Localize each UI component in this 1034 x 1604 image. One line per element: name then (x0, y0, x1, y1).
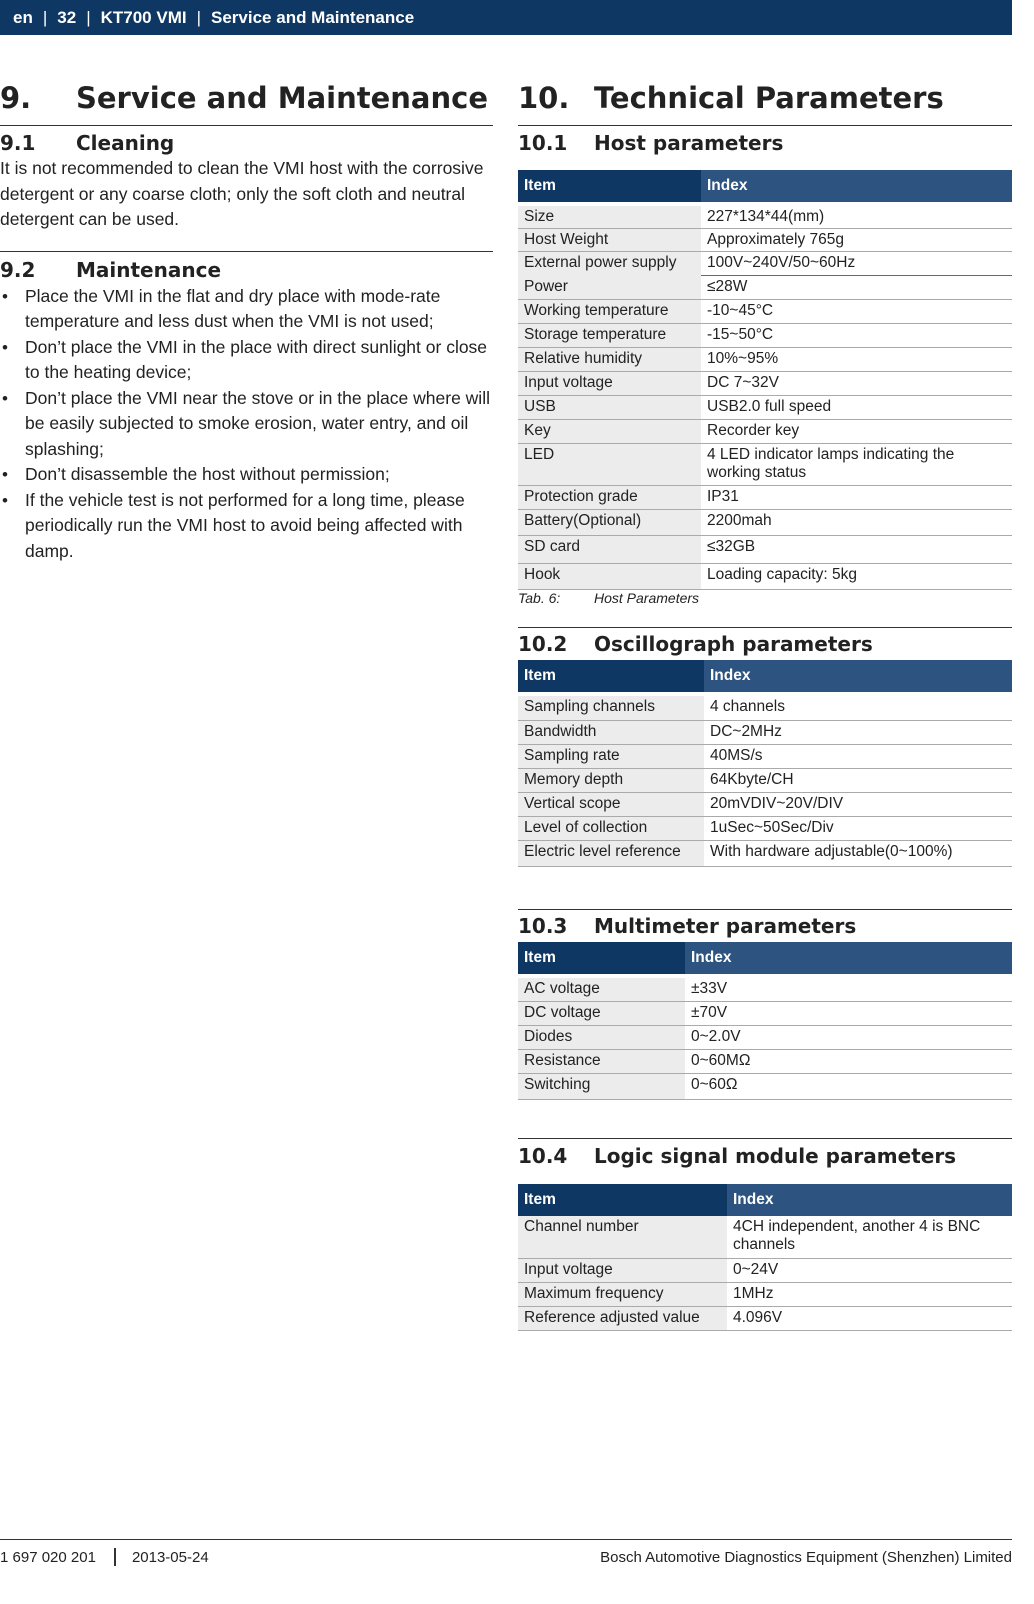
cell-index: 2200mah (701, 510, 1012, 536)
cell-item: DC voltage (518, 1002, 685, 1026)
section-heading-host (518, 126, 1012, 160)
section-title: Maintenance (76, 257, 222, 282)
chapter-title: Technical Parameters (594, 80, 944, 115)
section-heading-logic (518, 1139, 1012, 1173)
cell-index: ±70V (685, 1002, 1012, 1026)
cell-index: 40MS/s (704, 744, 1012, 768)
cell-item: Channel number (518, 1216, 727, 1258)
cell-item: Level of collection (518, 816, 704, 840)
cell-index: 64Kbyte/CH (704, 768, 1012, 792)
bullet-icon: • (2, 286, 8, 306)
table-row (518, 1050, 1012, 1074)
cell-index: 0~2.0V (685, 1026, 1012, 1050)
column-header-index: Index (701, 170, 1012, 202)
bullet-icon: • (2, 337, 8, 357)
header-page-number: 32 (57, 7, 77, 27)
section-title: Host parameters (594, 131, 784, 155)
cell-index: Loading capacity: 5kg (701, 564, 1012, 590)
section-title: Oscillograph parameters (594, 632, 873, 656)
cell-index: 4CH independent, another 4 is BNC channels (727, 1216, 1012, 1258)
cell-index: 20mVDIV~20V/DIV (704, 792, 1012, 816)
table-row (518, 510, 1012, 536)
table-row (518, 206, 1012, 229)
cell-index: 4 LED indicator lamps indicating the working status (701, 444, 1012, 486)
table-row (518, 252, 1012, 276)
table-caption (518, 590, 1012, 606)
table-header-row (518, 1184, 1012, 1216)
table-row (518, 300, 1012, 324)
cell-item: Storage temperature (518, 324, 701, 348)
cell-item: SD card (518, 536, 701, 564)
table-row (518, 696, 1012, 720)
column-header-index: Index (727, 1184, 1012, 1216)
cell-item: Diodes (518, 1026, 685, 1050)
column-header-item: Item (518, 1184, 727, 1216)
cell-item: Vertical scope (518, 792, 704, 816)
table-row (518, 1026, 1012, 1050)
cell-item: Electric level reference (518, 840, 704, 866)
cell-index: ±33V (685, 978, 1012, 1002)
cell-item: LED (518, 444, 701, 486)
cell-item: Maximum frequency (518, 1282, 727, 1306)
table-row (518, 348, 1012, 372)
chapter-title: Service and Maintenance (76, 80, 488, 115)
cell-index: ≤32GB (701, 536, 1012, 564)
cell-index: 4 channels (704, 696, 1012, 720)
cell-item: Memory depth (518, 768, 704, 792)
logic-parameters-table (518, 1184, 1012, 1331)
column-header-index: Index (685, 942, 1012, 974)
cell-index: 4.096V (727, 1306, 1012, 1330)
section-heading-cleaning (0, 126, 493, 160)
section-number: 9.2 (0, 257, 36, 282)
table-header-row (518, 170, 1012, 202)
table-row (518, 1282, 1012, 1306)
cell-item: Reference adjusted value (518, 1306, 727, 1330)
table-row (518, 536, 1012, 564)
table-header-row (518, 942, 1012, 974)
table-row (518, 744, 1012, 768)
table-row (518, 720, 1012, 744)
section-title: Logic signal module parameters (594, 1144, 957, 1168)
maintenance-list (0, 284, 493, 565)
table-row (518, 768, 1012, 792)
section-number: 10.3 (518, 913, 568, 938)
cell-item: Sampling channels (518, 696, 704, 720)
cell-index: Recorder key (701, 420, 1012, 444)
header-product: KT700 VMI (100, 7, 187, 27)
cell-item: AC voltage (518, 978, 685, 1002)
cell-item: USB (518, 396, 701, 420)
cell-item: Host Weight (518, 229, 701, 252)
header-section: Service and Maintenance (211, 7, 415, 27)
right-column (518, 70, 1012, 1331)
page-header (0, 0, 1012, 35)
table-row (518, 840, 1012, 866)
table-row (518, 1216, 1012, 1258)
host-parameters-table (518, 170, 1012, 590)
list-item: • If the vehicle test is not performed for a long time, please periodically run the VMI host to avoid being affected with damp. (2, 489, 465, 561)
chapter-heading (518, 70, 1012, 126)
cell-index: 0~24V (727, 1258, 1012, 1282)
header-separator: | (86, 7, 91, 27)
header-separator: | (42, 7, 48, 27)
column-header-item: Item (518, 660, 704, 692)
section-title: Multimeter parameters (594, 913, 857, 938)
chapter-number: 10. (518, 80, 570, 115)
cell-index: 1MHz (727, 1282, 1012, 1306)
cell-index: -10~45°C (701, 300, 1012, 324)
cell-index: IP31 (701, 486, 1012, 510)
bullet-icon: • (2, 490, 8, 510)
cell-item: Input voltage (518, 1258, 727, 1282)
chapter-number: 9. (0, 80, 32, 115)
section-number: 10.1 (518, 131, 568, 155)
cell-index: 100V~240V/50~60Hz (701, 252, 1012, 276)
cell-item: External power supply (518, 252, 701, 276)
table-row (518, 276, 1012, 300)
cell-index: 227*134*44(mm) (701, 206, 1012, 229)
section-heading-oscillograph (518, 628, 1012, 660)
list-item: • Don’t place the VMI near the stove or in the place where will be easily subjected to smoke erosion, water entry, and oil splashing; (2, 387, 490, 459)
cleaning-paragraph: It is not recommended to clean the VMI host with the corrosive detergent or any coarse cloth; only the soft cloth and neutral detergent can be used. (0, 158, 484, 229)
cell-index: USB2.0 full speed (701, 396, 1012, 420)
cell-item: Power (518, 276, 701, 300)
table-row (518, 1074, 1012, 1100)
cell-index: 10%~95% (701, 348, 1012, 372)
column-header-item: Item (518, 942, 685, 974)
cell-item: Resistance (518, 1050, 685, 1074)
section-heading-maintenance (0, 253, 493, 287)
table-row (518, 372, 1012, 396)
cell-item: Size (518, 206, 701, 229)
cell-item: Bandwidth (518, 720, 704, 744)
table-row (518, 564, 1012, 590)
table-row (518, 1306, 1012, 1330)
cell-item: Switching (518, 1074, 685, 1100)
section-title: Cleaning (76, 131, 175, 155)
bullet-icon: • (2, 388, 8, 408)
table-row (518, 978, 1012, 1002)
cell-item: Battery(Optional) (518, 510, 701, 536)
list-item: • Don’t disassemble the host without permission; (0, 462, 493, 488)
multimeter-parameters-table (518, 942, 1012, 1101)
section-number: 10.4 (518, 1144, 568, 1168)
footer-company: Bosch Automotive Diagnostics Equipment (Shenzhen) Limited (600, 1548, 1012, 1566)
table-row (518, 324, 1012, 348)
table-row (518, 816, 1012, 840)
table-header-row (518, 660, 1012, 692)
cell-index: Approximately 765g (701, 229, 1012, 252)
table-row (518, 396, 1012, 420)
table-row (518, 229, 1012, 252)
list-item: • Don’t place the VMI in the place with direct sunlight or close to the heating device; (2, 336, 488, 382)
cell-item: Protection grade (518, 486, 701, 510)
caption-text: Host Parameters (594, 590, 700, 606)
table-row (518, 420, 1012, 444)
table-row (518, 1002, 1012, 1026)
cell-item: Input voltage (518, 372, 701, 396)
section-number: 10.2 (518, 632, 568, 656)
cell-item: Relative humidity (518, 348, 701, 372)
footer-separator (114, 1548, 116, 1566)
column-header-index: Index (704, 660, 1012, 692)
cell-index: DC 7~32V (701, 372, 1012, 396)
left-column (0, 70, 493, 564)
header-separator: | (196, 7, 202, 27)
cell-item: Sampling rate (518, 744, 704, 768)
cell-index: 1uSec~50Sec/Div (704, 816, 1012, 840)
cell-item: Working temperature (518, 300, 701, 324)
footer-doc-number: 1 697 020 201 (0, 1548, 96, 1566)
header-lang: en (13, 7, 33, 27)
cell-index: ≤28W (701, 276, 1012, 300)
cell-item: Hook (518, 564, 701, 590)
oscillograph-parameters-table (518, 660, 1012, 867)
bullet-icon: • (2, 465, 8, 484)
cell-item: Key (518, 420, 701, 444)
cell-index: -15~50°C (701, 324, 1012, 348)
section-divider (0, 251, 493, 252)
footer-divider (0, 1539, 1012, 1540)
list-item: • Place the VMI in the flat and dry place with mode-rate temperature and less dust when the VMI is not used; (2, 285, 441, 331)
caption-number: Tab. 6: (518, 590, 561, 606)
page-footer (0, 1548, 1012, 1566)
column-header-item: Item (518, 170, 701, 202)
section-number: 9.1 (0, 131, 36, 155)
cell-index: DC~2MHz (704, 720, 1012, 744)
table-row (518, 1258, 1012, 1282)
table-row (518, 444, 1012, 486)
section-heading-multimeter (518, 910, 1012, 942)
footer-date: 2013-05-24 (131, 1548, 209, 1566)
cell-index: 0~60Ω (685, 1074, 1012, 1100)
table-row (518, 486, 1012, 510)
table-row (518, 792, 1012, 816)
cell-index: 0~60MΩ (685, 1050, 1012, 1074)
chapter-heading (0, 70, 493, 126)
cell-index: With hardware adjustable(0~100%) (704, 840, 1012, 866)
